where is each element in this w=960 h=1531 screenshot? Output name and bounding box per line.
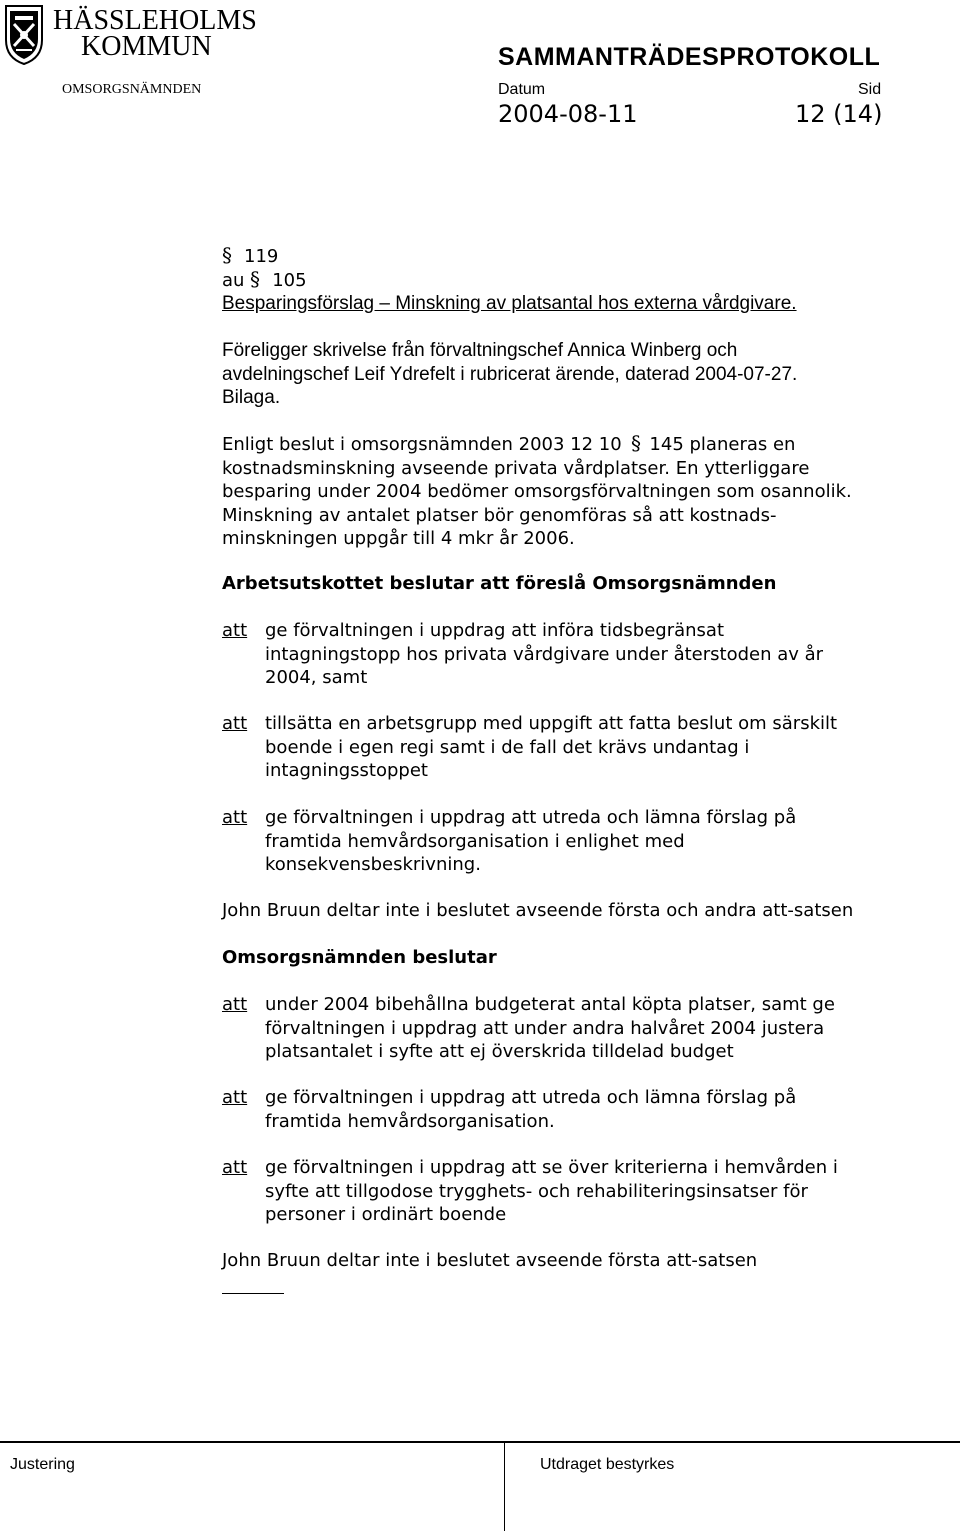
svg-text:§: §: [222, 244, 232, 266]
decision-heading: Omsorgsnämnden beslutar: [222, 947, 497, 968]
au-prefix: au: [222, 270, 245, 291]
att-marker: att: [222, 1087, 248, 1108]
au-item-text: [265, 712, 837, 783]
org-name-line2: KOMMUN: [81, 31, 212, 62]
section-number: [222, 244, 278, 269]
att-marker: att: [222, 713, 248, 734]
au-item-text: [265, 806, 796, 877]
att-marker: att: [222, 994, 248, 1015]
end-rule: [222, 1293, 284, 1294]
decision-item-line: förvaltningen i uppdrag att under andra halvåret 2004 justera: [265, 1017, 825, 1039]
committee-heading: Arbetsutskottet beslutar att föreslå Omsorgsnämnden: [222, 573, 777, 594]
municipality-logo-emblem: [2, 2, 46, 66]
au-item-line: intagningsstoppet: [265, 760, 428, 781]
au-item-line: intagningstopp hos privata vårdgivare under återstoden av år: [265, 643, 824, 665]
body-line: minskningen uppgår till 4 mkr år 2006.: [222, 528, 575, 549]
decision-item-line: personer i ordinärt boende: [265, 1204, 507, 1225]
meeting-date: 2004-08-11: [498, 100, 638, 128]
footer-divider: [504, 1441, 505, 1531]
decision-item-line: platsantalet i syfte att ej överskrida tilldelad budget: [265, 1041, 734, 1062]
body-paragraph: [222, 432, 852, 551]
att-marker: att: [222, 620, 248, 641]
decision-item-line: framtida hemvårdsorganisation.: [265, 1110, 555, 1132]
section-sign-icon: [250, 268, 264, 290]
document-title: SAMMANTRÄDESPROTOKOLL: [498, 43, 881, 71]
body-line: Minskning av antalet platser bör genomföras så att kostnads-: [222, 504, 777, 526]
au-item-line: ge förvaltningen i uppdrag att införa tidsbegränsat: [265, 620, 725, 641]
page-label: Sid: [858, 81, 882, 98]
intro-line: Föreligger skrivelse från förvaltningschef Annica Winberg och: [222, 340, 738, 361]
decision-item-line: syfte att tillgodose trygghets- och rehabiliteringsinsatser för: [265, 1180, 808, 1202]
au-item-line: 2004, samt: [265, 667, 368, 688]
footer-utdraget: Utdraget bestyrkes: [540, 1456, 675, 1473]
svg-text:§: §: [631, 432, 642, 454]
footer-justering: Justering: [10, 1456, 75, 1473]
board-name: OMSORGSNÄMNDEN: [62, 82, 202, 97]
decision-note: John Bruun deltar inte i beslutet avseende första att-satsen: [222, 1250, 758, 1271]
section-number-value: 119: [244, 246, 279, 267]
intro-line: Bilaga.: [222, 387, 281, 408]
decision-item-line: ge förvaltningen i uppdrag att se över kriterierna i hemvården i: [265, 1157, 838, 1178]
intro-line: avdelningschef Leif Ydrefelt i rubricerat ärende, daterad 2004-07-27.: [222, 363, 798, 385]
body-line: [222, 432, 852, 457]
svg-text:§: §: [250, 268, 261, 290]
org-name-line1: HÄSSLEHOLMS: [53, 5, 257, 36]
au-item-line: framtida hemvårdsorganisation i enlighet med: [265, 830, 685, 852]
body-line: besparing under 2004 bedömer omsorgsförvaltningen som osannolik.: [222, 481, 852, 502]
au-item-line: ge förvaltningen i uppdrag att utreda och lämna förslag på: [265, 807, 797, 828]
au-item-line: tillsätta en arbetsgrupp med uppgift att fatta beslut om särskilt: [265, 713, 838, 734]
decision-item-text: [265, 1156, 838, 1227]
footer-rule: [0, 1441, 960, 1443]
body-line-part: 145 planeras en: [649, 434, 796, 455]
au-item-line: boende i egen regi samt i de fall det krävs undantag i: [265, 736, 750, 758]
au-item-line: konsekvensbeskrivning.: [265, 854, 481, 875]
att-marker: att: [222, 807, 248, 828]
body-line: kostnadsminskning avseende privata vårdplatser. En ytterliggare: [222, 457, 810, 479]
section-heading: Besparingsförslag – Minskning av platsantal hos externa vårdgivare.: [222, 293, 797, 314]
decision-item-line: ge förvaltningen i uppdrag att utreda och lämna förslag på: [265, 1087, 797, 1108]
section-sign-icon: [222, 244, 236, 266]
intro-paragraph: [222, 339, 797, 410]
section-sign-icon: [631, 432, 645, 454]
date-label: Datum: [498, 81, 546, 98]
au-reference: [222, 268, 307, 293]
decision-item-line: under 2004 bibehållna budgeterat antal köpta platser, samt ge: [265, 994, 835, 1015]
committee-note: John Bruun deltar inte i beslutet avseende första och andra att-satsen: [222, 900, 854, 921]
decision-item-text: [265, 993, 835, 1064]
decision-item-text: [265, 1086, 796, 1133]
au-item-text: [265, 619, 823, 690]
body-line-part: Enligt beslut i omsorgsnämnden 2003 12 10: [222, 434, 622, 455]
att-marker: att: [222, 1157, 248, 1178]
page-number: 12 (14): [795, 100, 883, 128]
au-number: 105: [272, 270, 307, 291]
